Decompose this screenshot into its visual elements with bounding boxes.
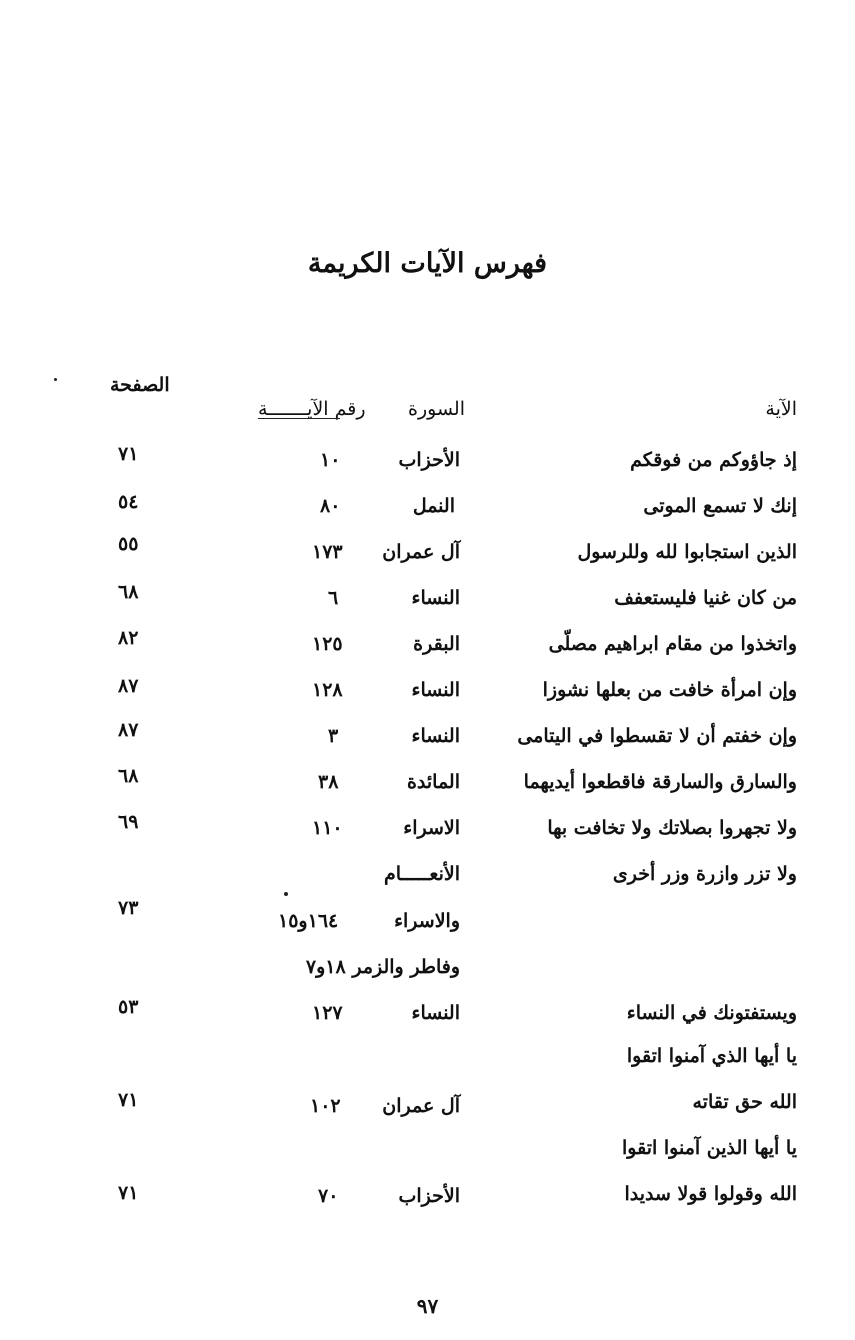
row-surah: النساء (411, 679, 460, 701)
ink-dot (54, 378, 57, 381)
row-page: ٧١ (118, 1089, 139, 1111)
row-surah: آل عمران (382, 1095, 460, 1117)
header-underline (258, 418, 340, 419)
row-surah: النمل (412, 495, 455, 517)
row-ayah: إنك لا تسمع الموتى (643, 495, 797, 517)
row-ayah: من كان غنيا فليستعفف (614, 587, 797, 609)
row-page: ٥٥ (118, 533, 139, 555)
row-number: ١٠ (320, 449, 341, 471)
row-number: ٣ (328, 725, 339, 747)
header-page: الصفحة (110, 374, 170, 396)
ink-dot (284, 892, 288, 896)
row-ayah: يا أيها الذين آمنوا اتقوا (622, 1137, 797, 1159)
row-number: ١٧٣ (312, 541, 343, 563)
row-ayah: إذ جاؤوكم من فوقكم (630, 449, 797, 471)
page-title: فهرس الآيات الكريمة (307, 248, 548, 279)
row-ayah: وإن امرأة خافت من بعلها نشوزا (542, 679, 797, 701)
row-number: ١٢٧ (312, 1002, 343, 1024)
row-surah: الأحزاب (398, 1185, 460, 1207)
row-page: ٥٣ (118, 996, 139, 1018)
row-surah: البقرة (413, 633, 460, 655)
row-number: ١٢٥ (312, 633, 343, 655)
row-page: ٦٨ (118, 581, 139, 603)
header-ayah: الآية (765, 398, 797, 420)
row-page: ٧١ (118, 443, 139, 465)
row-surah: الاسراء (403, 817, 460, 839)
row-page: ٥٤ (118, 491, 139, 513)
row-ayah: الذين استجابوا لله وللرسول (577, 541, 797, 563)
row-page: ٨٧ (118, 675, 139, 697)
row-ayah: والسارق والسارقة فاقطعوا أيديهما (523, 771, 797, 793)
row-number: ١٢٨ (312, 679, 343, 701)
row-surah: آل عمران (382, 541, 460, 563)
header-number: رقم الآيـــــــة (258, 398, 366, 420)
row-page: ٦٨ (118, 765, 139, 787)
row-surah: الأحزاب (398, 449, 460, 471)
row-ayah: واتخذوا من مقام ابراهيم مصلّى (548, 633, 797, 655)
row-ayah: ولا تجهروا بصلاتك ولا تخافت بها (547, 817, 797, 839)
row-page: ٨٧ (118, 719, 139, 741)
row-ayah: الله وقولوا قولا سديدا (624, 1183, 797, 1205)
row-surah: النساء (411, 1002, 460, 1024)
row-number: ٨٠ (320, 495, 341, 517)
row-surah: والاسراء (394, 910, 460, 932)
page-number: ٩٧ (416, 1294, 439, 1318)
row-number: ١١٠ (312, 817, 343, 839)
row-number: ١٠٢ (310, 1095, 341, 1117)
row-surah: النساء (411, 587, 460, 609)
row-number: ٦ (328, 587, 339, 609)
row-surah: النساء (411, 725, 460, 747)
header-surah: السورة (408, 398, 465, 420)
row-ayah: وإن خفتم أن لا تقسطوا في اليتامى (517, 725, 797, 747)
row-number: ٣٨ (318, 771, 339, 793)
row-number: ١٦٤و١٥ (278, 910, 339, 932)
row-number: ٧٠ (318, 1185, 339, 1207)
row-page: ٨٢ (118, 627, 139, 649)
row-page: ٧١ (118, 1182, 139, 1204)
row-ayah: ولا تزر وازرة وزر أخرى (612, 863, 797, 885)
row-ayah: ويستفتونك في النساء (626, 1002, 797, 1024)
row-surah: المائدة (406, 771, 460, 793)
row-ayah: الله حق تقاته (692, 1091, 797, 1113)
row-surah: الأنعـــــام (384, 863, 460, 885)
row-surah: وفاطر والزمر ١٨و٧ (305, 956, 460, 978)
row-ayah: يا أيها الذي آمنوا اتقوا (626, 1045, 797, 1067)
row-page: ٧٣ (118, 897, 139, 919)
row-page: ٦٩ (118, 811, 139, 833)
